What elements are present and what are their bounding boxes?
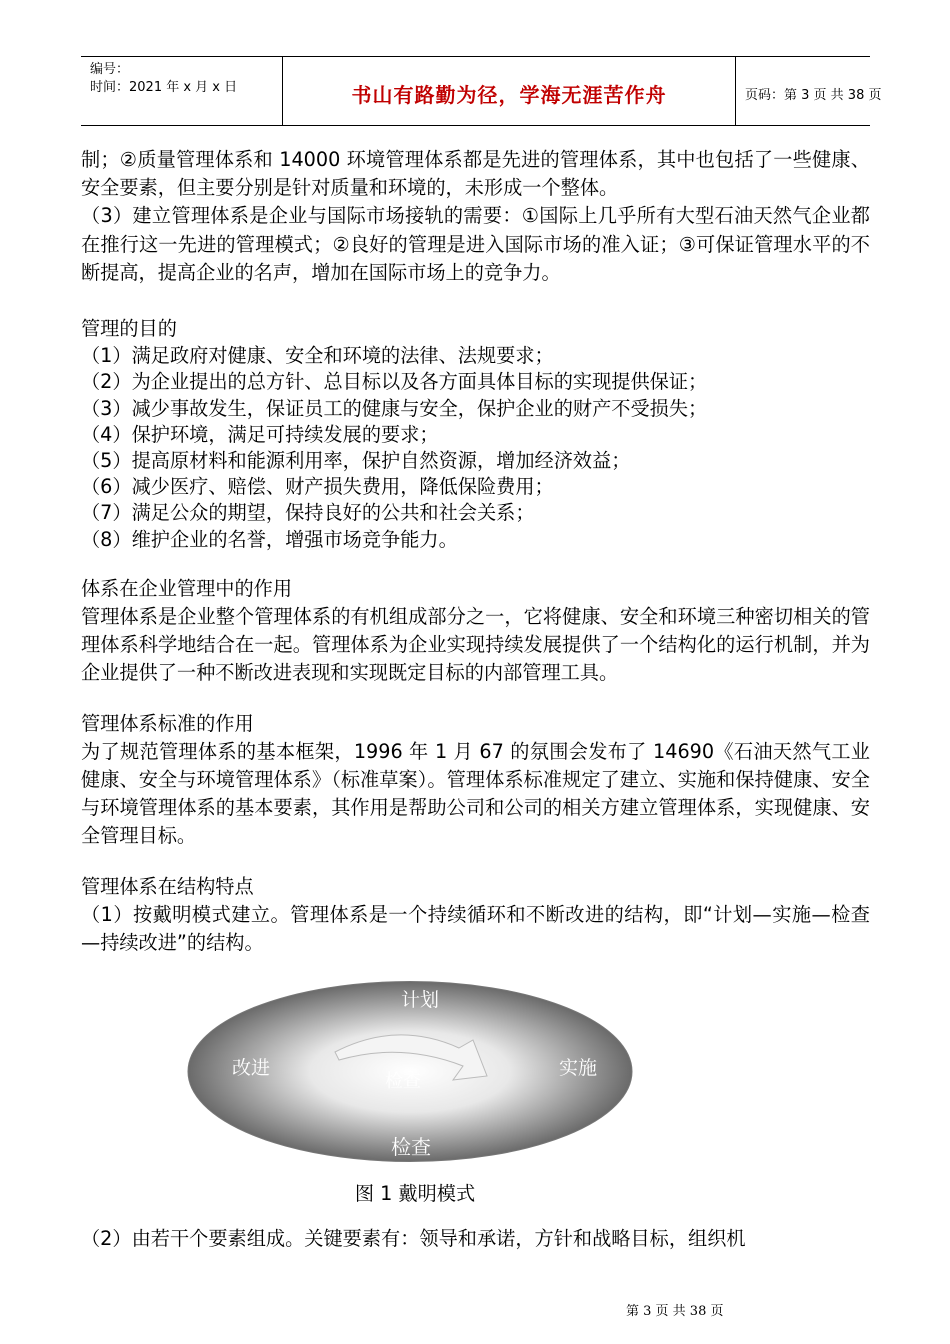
list-item: （3）减少事故发生，保证员工的健康与安全，保护企业的财产不受损失； <box>81 396 708 420</box>
figure-caption: 图 1 戴明模式 <box>354 1182 476 1205</box>
paragraph-5: （1）按戴明模式建立。管理体系是一个持续循环和不断改进的结构，即“计划—实施—检查—持续改进”的结构。 <box>81 902 870 955</box>
header-middle-cell <box>282 57 736 125</box>
header-right-cell <box>735 57 882 125</box>
paragraph-3: 管理体系是企业整个管理体系的有机组成部分之一，它将健康、安全和环境三种密切相关的管理体系科学地结合在一起。管理体系为企业实现持续发展提供了一个结构化的运行机制，并为企业提供了一种不断改进表现和实现既定目标的内部管理工具。 <box>81 605 870 685</box>
paragraph-2: （3）建立管理体系是企业与国际市场接轨的需要：①国际上几乎所有大型石油天然气企业都在推行这一先进的管理模式；②良好的管理是进入国际市场的准入证；③可保证管理水平的不断提高，提高企业的名声，增加在国际市场上的竞争力。 <box>81 204 870 284</box>
list-item: （6）减少医疗、赔偿、财产损失费用，降低保险费用； <box>81 475 554 499</box>
heading-structure: 管理体系在结构特点 <box>81 874 254 898</box>
diagram-label-plan: 计划 <box>400 990 440 1011</box>
motto-text: 书山有路勤为径，学海无涯苦作舟 <box>351 83 667 107</box>
paragraph-4: 为了规范管理体系的基本框架，1996 年 1 月 67 的氛围会发布了 14690《石油天然气工业健康、安全与环境管理体系》（标准草案）。管理体系标准规定了建立、实施和保持健康、安全与环境管理体系的基本要素，其作用是帮助公司和公司的相关方建立管理体系，实现健康、安全管理目标。 <box>81 739 870 848</box>
diagram-label-do: 实施 <box>558 1058 598 1079</box>
list-item: （1）满足政府对健康、安全和环境的法律、法规要求； <box>81 344 554 368</box>
diagram-label-check: 检查 <box>391 1137 431 1159</box>
time-label: 时间：2021 年 x 月 x 日 <box>90 80 238 95</box>
page-footer: 第 3 页 共 38 页 <box>626 1304 724 1319</box>
list-item: （7）满足公众的期望，保持良好的公共和社会关系； <box>81 501 535 525</box>
number-label: 编号： <box>90 62 130 77</box>
deming-cycle-diagram <box>187 980 633 1163</box>
header-table <box>81 56 882 126</box>
list-item: （2）为企业提出的总方针、总目标以及各方面具体目标的实现提供保证； <box>81 370 708 394</box>
header-left-cell <box>81 57 281 125</box>
list-item: （8）维护企业的名誉，增强市场竞争能力。 <box>81 527 458 551</box>
document-body <box>81 146 870 957</box>
heading-standard: 管理体系标准的作用 <box>81 711 254 735</box>
page-info: 页码：第 3 页 共 38 页 <box>745 88 882 103</box>
goals-list <box>81 343 870 553</box>
paragraph-6: （2）由若干个要素组成。关键要素有：领导和承诺，方针和战略目标，组织机 <box>81 1227 746 1250</box>
list-item: （4）保护环境，满足可持续发展的要求； <box>81 422 439 446</box>
list-item: （5）提高原材料和能源利用率，保护自然资源，增加经济效益； <box>81 449 631 473</box>
diagram-label-check-center: 检查 <box>385 1071 421 1091</box>
heading-goals: 管理的目的 <box>81 317 177 341</box>
heading-role: 体系在企业管理中的作用 <box>81 576 293 600</box>
diagram-label-improve: 改进 <box>231 1058 271 1079</box>
paragraph-1: 制；②质量管理体系和 14000 环境管理体系都是先进的管理体系，其中也包括了一些健康、安全要素，但主要分别是针对质量和环境的，未形成一个整体。 <box>81 148 870 200</box>
